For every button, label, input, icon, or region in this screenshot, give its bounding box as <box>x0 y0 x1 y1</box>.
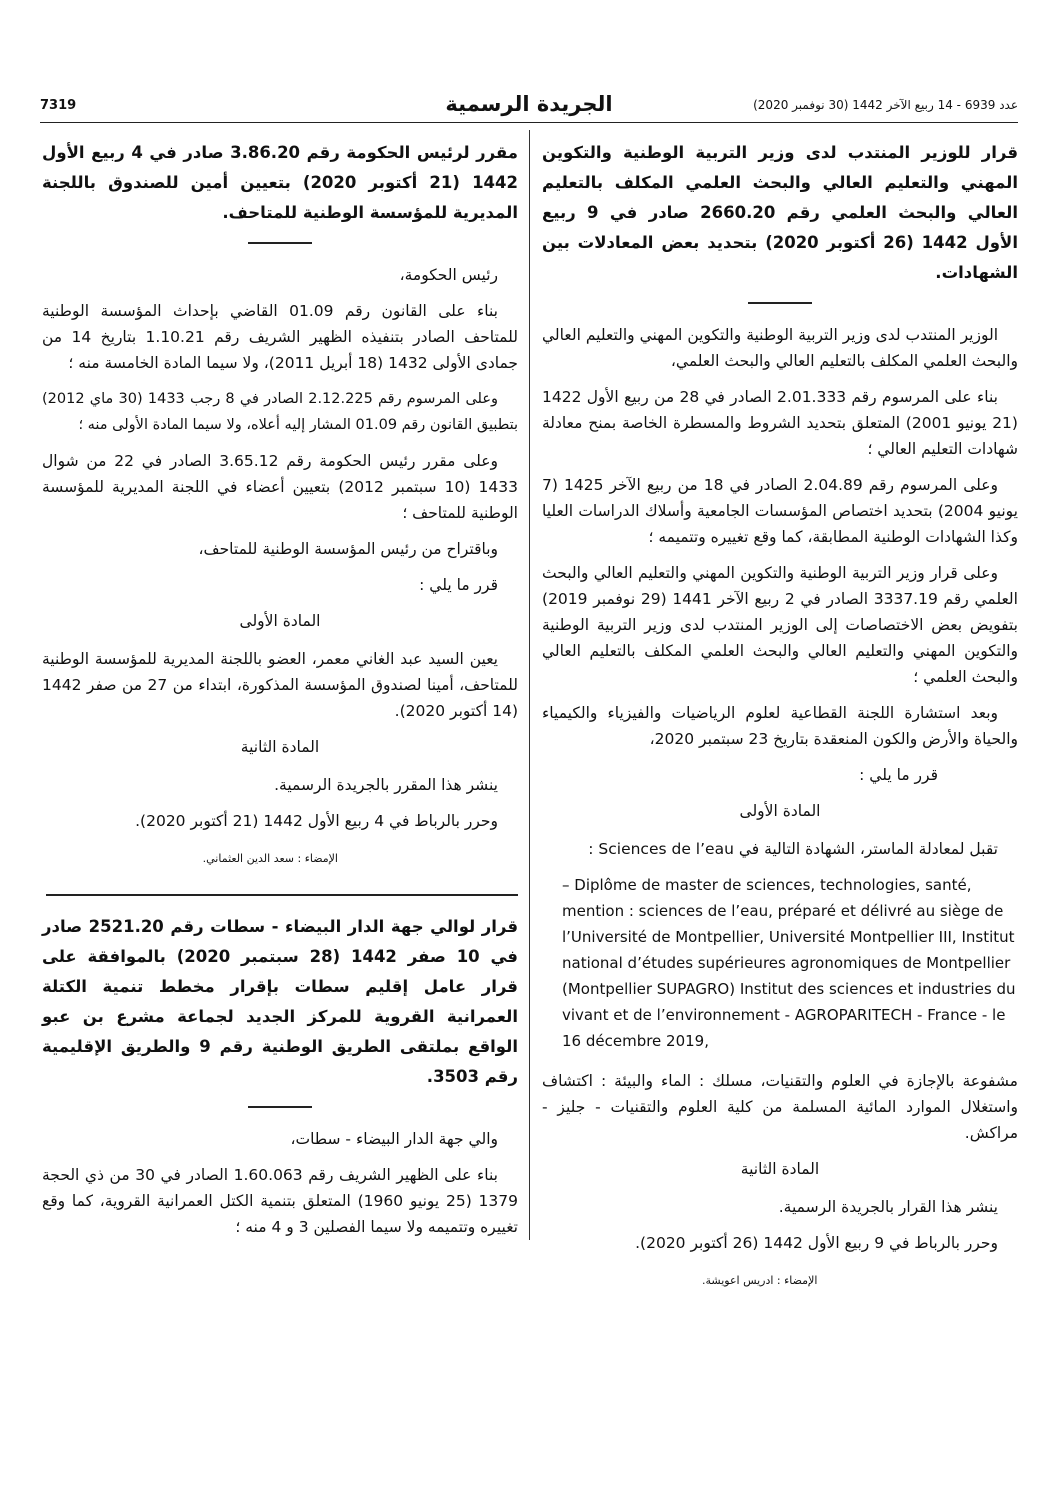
page-header <box>40 92 1018 123</box>
article-2-title: المادة الثانية <box>740 1160 820 1178</box>
left-column <box>42 138 518 1250</box>
decree-2-title: قرار لوالي جهة الدار البيضاء - سطات رقم 2521.20 صادر في 10 صفر 1442 (28 سبتمبر 2020) بالموافقة على قرار عامل إقليم سطات بإقرار مخطط تنمية الكتلة العمرانية القروية للمركز الجديد لجماعة مشرع بن عبو الواقع بملتقى الطريق الوطنية رقم 9 والطريق الإقليمية رقم 3503. <box>42 917 518 1086</box>
paragraph: وبعد استشارة اللجنة القطاعية لعلوم الرياضيات والفيزياء والكيمياء والحياة والأرض والكون المنعقدة بتاريخ 23 سبتمبر 2020، <box>542 704 1018 748</box>
decree-divider <box>46 894 518 896</box>
authority: الوزير المنتدب لدى وزير التربية الوطنية والتكوين المهني والتعليم العالي والبحث العلمي المكلف بالتعليم العالي والبحث العلمي، <box>542 326 1018 370</box>
separator <box>748 302 812 304</box>
separator <box>248 1106 312 1108</box>
separator <box>248 242 312 244</box>
right-column <box>542 138 1018 1310</box>
gazette-title: الجريدة الرسمية <box>445 92 613 116</box>
column-divider <box>529 130 530 1240</box>
paragraph: بناء على الظهير الشريف رقم 1.60.063 الصادر في 30 من ذي الحجة 1379 (25 يونيو 1960) المتعلق بتنمية الكتل العمرانية القروية، كما وقع تغييره وتتميمه ولا سيما الفصلين 3 و 4 منه ؛ <box>42 1166 518 1236</box>
decree-title: مقرر لرئيس الحكومة رقم 3.86.20 صادر في 4 ربيع الأول 1442 (21 أكتوبر 2020) بتعيين أمين للصندوق باللجنة المديرية للمؤسسة الوطنية للمتاحف. <box>42 143 518 222</box>
signature: الإمضاء : سعد الدين العثماني. <box>202 852 338 865</box>
page-number: 7319 <box>40 98 77 113</box>
signature: الإمضاء : ادريس اعويشة. <box>702 1274 818 1287</box>
article-2-title: المادة الثانية <box>240 738 320 756</box>
decides-label: قرر ما يلي : <box>419 576 498 594</box>
paragraph: وعلى قرار وزير التربية الوطنية والتكوين المهني والتعليم العالي والبحث العلمي رقم 3337.19 الصادر في 2 ربيع الآخر 1441 (29 نوفمبر 2019) بتفويض بعض الاختصاصات إلى الوزير المنتدب لدى وزير التربية الوطنية والتكوين المهني والتعليم العالي والبحث العلمي المكلف بالتعليم العالي والبحث العلمي ؛ <box>542 564 1018 686</box>
french-diploma-item: – Diplôme de master de sciences, technologies, santé, mention : sciences de l’eau, préparé et délivré au siège de l’Université de Montpellier, Université Montpellier III, Institut national d’études supérieures agronomiques de Montpellier (Montpellier SUPAGRO) Institut des sciences et industries du vivant et de l’environnement - AGROPARITECH - France - le 16 décembre 2019, <box>562 876 1016 1050</box>
article-1-title: المادة الأولى <box>739 802 821 820</box>
article-1-text: يعين السيد عبد الغاني معمر، العضو باللجنة المديرية للمؤسسة الوطنية للمتاحف، أمينا لصندوق المؤسسة المذكورة، ابتداء من 27 من صفر 1442 (14 أكتوبر 2020). <box>42 650 519 720</box>
done-at: وحرر بالرباط في 4 ربيع الأول 1442 (21 أكتوبر 2020). <box>135 812 498 830</box>
article-2-text: ينشر هذا المقرر بالجريدة الرسمية. <box>274 776 498 794</box>
paragraph: بناء على المرسوم رقم 2.01.333 الصادر في 28 من ربيع الأول 1422 (21 يونيو 2001) المتعلق بتحديد الشروط والمسطرة الخاصة بمنح معادلة شهادات التعليم العالي ؛ <box>542 388 1018 458</box>
article-1-continuation: مشفوعة بالإجازة في العلوم والتقنيات، مسلك : الماء والبيئة : اكتشاف واستغلال الموارد المائية المسلمة من كلية العلوم والتقنيات - جليز - مراكش. <box>542 1072 1018 1142</box>
decides-label: قرر ما يلي : <box>859 766 938 784</box>
decree-title: قرار للوزير المنتدب لدى وزير التربية الوطنية والتكوين المهني والتعليم العالي والبحث العلمي المكلف بالتعليم العالي والبحث العلمي رقم 2660.20 صادر في 9 ربيع الأول 1442 (26 أكتوبر 2020) بتحديد بعض المعادلات بين الشهادات. <box>542 143 1019 282</box>
article-1-title: المادة الأولى <box>239 612 321 630</box>
authority: رئيس الحكومة، <box>399 266 498 284</box>
authority: والي جهة الدار البيضاء - سطات، <box>290 1130 498 1148</box>
paragraph: وعلى المرسوم رقم 2.12.225 الصادر في 8 رجب 1433 (30 ماي 2012) بتطبيق القانون رقم 01.09 المشار إليه أعلاه، ولا سيما المادة الأولى منه ؛ <box>42 391 518 433</box>
article-2-text: ينشر هذا القرار بالجريدة الرسمية. <box>778 1198 998 1216</box>
paragraph: وباقتراح من رئيس المؤسسة الوطنية للمتاحف، <box>198 540 498 558</box>
paragraph: بناء على القانون رقم 01.09 القاضي بإحداث المؤسسة الوطنية للمتاحف الصادر بتنفيذه الظهير الشريف رقم 1.10.21 بتاريخ 14 من جمادى الأولى 1432 (18 أبريل 2011)، ولا سيما المادة الخامسة منه ؛ <box>42 302 518 372</box>
paragraph: وعلى المرسوم رقم 2.04.89 الصادر في 18 من ربيع الآخر 1425 (7 يونيو 2004) بتحديد اختصاص المؤسسات الجامعية وأسلاك الدراسات العليا وكذا الشهادات الوطنية المطابقة، كما وقع تغييره وتتميمه ؛ <box>542 476 1018 546</box>
done-at: وحرر بالرباط في 9 ربيع الأول 1442 (26 أكتوبر 2020). <box>635 1234 998 1252</box>
paragraph: وعلى مقرر رئيس الحكومة رقم 3.65.12 الصادر في 22 من شوال 1433 (10 سبتمبر 2012) بتعيين أعضاء في اللجنة المديرية للمؤسسة الوطنية للمتاحف ؛ <box>42 452 518 522</box>
issue-info: عدد 6939 - 14 ربيع الآخر 1442 (30 نوفمبر 2020) <box>753 98 1018 112</box>
article-1-text: تقبل لمعادلة الماستر، الشهادة التالية في Sciences de l’eau : <box>588 840 998 858</box>
